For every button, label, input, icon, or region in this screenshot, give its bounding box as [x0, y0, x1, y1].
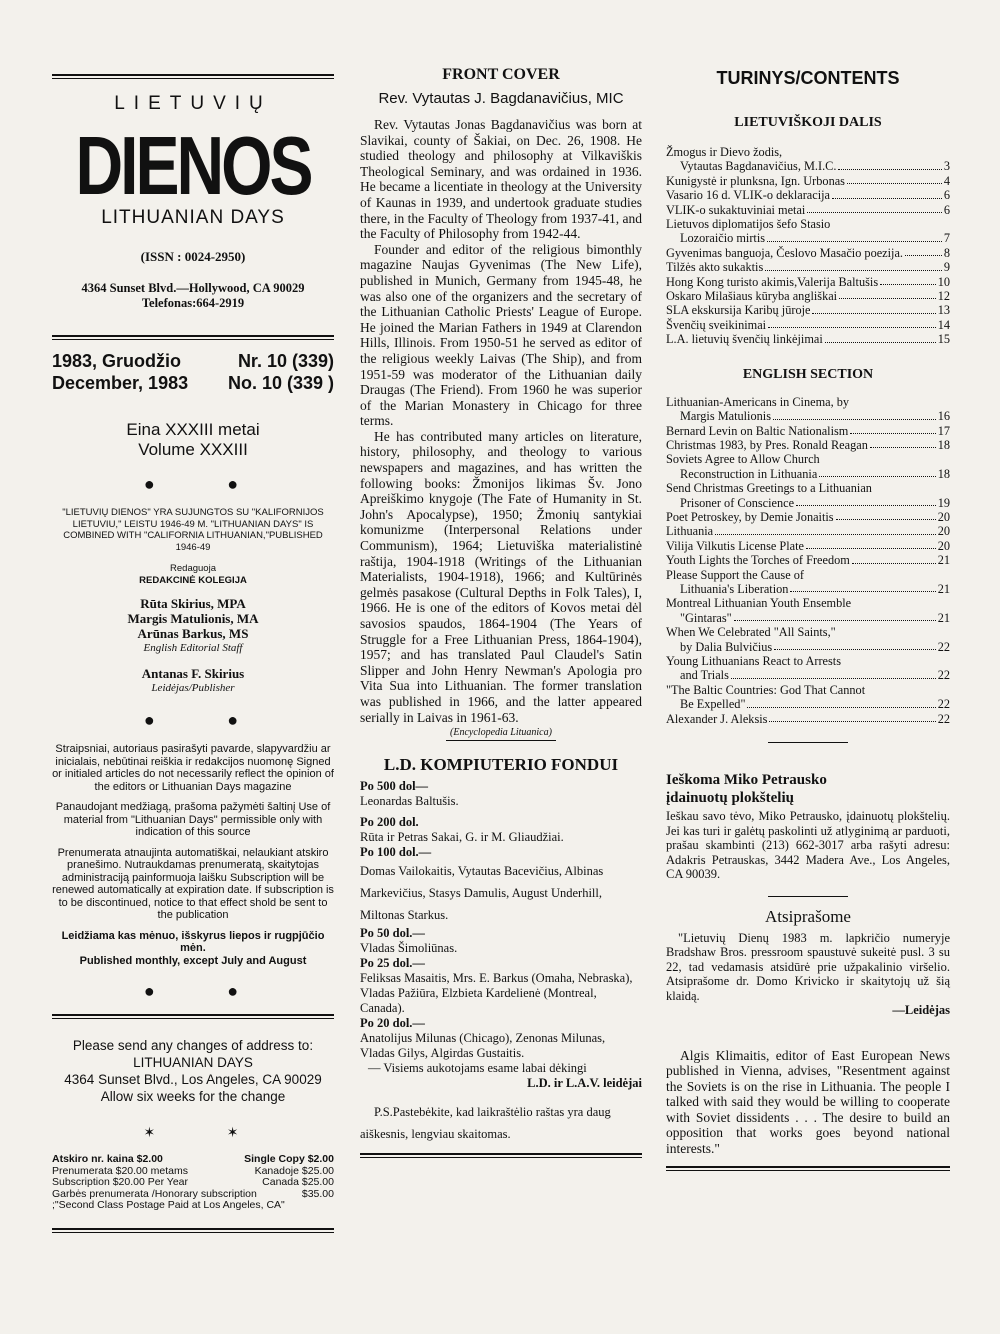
bio-paragraph: He has contributed many articles on literature, history, philosophy, and theology to various newspapers and magazines, and has written the following books: Žmonijos likimas Šv. Jono Apreiškimo knygoje (The Fate of Humanity in St. John's Apocalypse), 1950; Žmonių santykiai komunizme (Interpersonal Relations under Communism), 1964; Lietuviška materialistinė raštija, 1904-1918 (Writings of the Lithuanian Materialists, 1904-1918), 1966; and Kultūrinės gelmės pasakose (Cultural Depths in Folk Tales), I, 1966. He is one of the editors of Kovos metai dėl savosios spaudos, 1864-1904 (The Years of Struggle for a Free Lithuanian Press, 1864-1904), 1957; and has translated Paul Claudel's Satin Slipper and John Henry Newman's Apologia pro Vita Sua into Lithuanian. The former translation was published in 1966, and the latter appeared serially in Laivas in 1961-63. [360, 428, 642, 725]
toc-entry-title: When We Celebrated "All Saints," [666, 625, 836, 640]
bottom-rule [360, 1153, 642, 1158]
masthead-column [52, 60, 334, 1233]
toc-leader [880, 275, 936, 285]
toc-entry-title: Reconstruction in Lithuania [680, 466, 818, 481]
toc-entry [666, 712, 950, 726]
renewal-note: Prenumerata atnaujinta automatiškai, nelaukiant atskiro pranešimo. Nutraukdamas prenumeratą, skaitytojas administraciją painformuoja laišku Subscription will be renewed automatically at expiration date. If subscription is to be discontinued, notice to that effect shold be sent to the publication [52, 846, 334, 921]
fund-title: L.D. KOMPIUTERIO FONDUI [383, 755, 619, 775]
toc-entry [666, 611, 950, 625]
toc-entry [666, 260, 950, 274]
toc-entry-title: Vytautas Bagdanavičius, M.I.C. [680, 159, 837, 174]
toc-entry-title: Hong Kong turisto akimis,Valerija Baltušis [666, 274, 879, 289]
toc-entry-page: 22 [937, 639, 950, 654]
toc-entry [666, 332, 950, 346]
price-row: Garbės prenumerata /Honorary subscription $35.00 [52, 1187, 334, 1200]
ad-title: Ieškoma Miko Petrausko įdainuotų plokštelių [666, 772, 827, 807]
toc-entry-page: 8 [943, 245, 950, 260]
divider-dots: ● ● [143, 710, 273, 730]
toc-entry-page: 18 [937, 437, 950, 452]
fund-ps: P.S.Pastebėkite, kad laikraštėlio raštas yra daug aiškesnis, lengviau skaitomas. [360, 1105, 611, 1142]
issue-en: December, 1983 No. 10 (339 ) [52, 373, 334, 393]
toc-entry-title: Poet Petroskey, by Demie Jonaitis [666, 509, 834, 524]
bio-paragraph: Rev. Vytautas Jonas Bagdanavičius was born at Slavikai, county of Šakiai, on Dec. 26, 1908. He studied theology and philosophy at Vilkaviškis Theological Seminary, and was ordained in 1936. He became a licentiate in theology at the University of Kaunas in 1939, and undertook graduate studies there, in the Faculty of Theology from 1937-41, and the Faculty of Philosophy from 1942-44. [360, 117, 642, 242]
toc-lithuanian [666, 145, 950, 347]
toc-entry-title: Oskaro Milašiaus kūryba angliškai [666, 289, 838, 304]
publisher-address: 4364 Sunset Blvd.—Hollywood, CA 90029 Telefonas:664-2919 [81, 281, 305, 310]
front-cover-subtitle: Rev. Vytautas J. Bagdanavičius, MIC [378, 90, 624, 107]
top-rule [52, 74, 334, 79]
toc-entry-page: 6 [943, 188, 950, 203]
toc-leader [774, 640, 935, 650]
publisher: Antanas F. Skirius Leidėjas/Publisher [141, 666, 245, 694]
toc-leader [870, 438, 936, 448]
editorial-board: REDAKCINĖ KOLEGIJA [139, 574, 247, 586]
toc-entry-page: 15 [937, 332, 950, 347]
toc-leader [731, 668, 936, 678]
english-section-heading: ENGLISH SECTION [742, 366, 874, 382]
toc-entry-page: 20 [937, 524, 950, 539]
prices [52, 1154, 334, 1212]
toc-leader [819, 467, 935, 477]
toc-leader [825, 332, 936, 342]
toc-entry [666, 668, 950, 682]
toc-leader [765, 260, 942, 270]
toc-entry-title: Be Expelled" [680, 697, 746, 712]
toc-entry [666, 481, 950, 495]
toc-entry [666, 395, 950, 409]
toc-entry [666, 640, 950, 654]
redaguoja: Redaguoja [170, 563, 216, 574]
toc-entry [666, 145, 950, 159]
toc-entry [666, 275, 950, 289]
toc-leader [905, 246, 942, 256]
fund-list [360, 779, 642, 1145]
monthly-note: Leidžiama kas mėnuo, išskyrus liepos ir rugpjūčio mėn. Published monthly, except July and August [61, 929, 325, 967]
contents-column [666, 60, 950, 1171]
volume: Eina XXXIII metai Volume XXXIII [126, 420, 260, 459]
toc-entry-title: Lithuanian-Americans in Cinema, by [666, 394, 850, 409]
toc-entry [666, 217, 950, 231]
toc-leader [836, 510, 936, 520]
toc-entry-title: Bernard Levin on Baltic Nationalism [666, 423, 849, 438]
toc-entry [666, 510, 950, 524]
toc-leader [812, 303, 935, 313]
toc-entry-title: L.A. lietuvių švenčių linkėjimai [666, 332, 823, 347]
apology-text: "Lietuvių Dienų 1983 m. lapkričio numeryje Bradshaw Bros. pressroom spaustuvė sukeitė pusl. 3 su 22, tad vedamasis atsidūrė prie užpakalinio viršelio. Atsiprašome dr. Domo Krivicko ir skaitytojų už šią klaidą. [666, 930, 950, 1003]
toc-entry-page: 19 [937, 495, 950, 510]
toc-entry [666, 409, 950, 423]
toc-entry [666, 203, 950, 217]
ad-text: Ieškau savo tėvo, Miko Petrausko, įdainuotų plokštelių. Jei kas turi ir galėtų paskolinti už atlyginimą ar parduoti, prašau skambinti (213) 662-3017 arba rašyti adresu: Adakris Petrauskas, 3442 Madera Ave., Los Angeles, CA 90039. [666, 809, 950, 882]
address-rule [52, 1014, 334, 1019]
toc-entry-page: 22 [937, 697, 950, 712]
toc-leader [768, 318, 936, 328]
bottom-rule [52, 1228, 334, 1233]
material-note: Panaudojant medžiagą, prašoma pažymėti šaltinį Use of material from "Lithuanian Days" permissible only with indication of this source [55, 801, 331, 838]
star-divider: ✶ ✶ [143, 1126, 273, 1141]
toc-leader [807, 203, 942, 213]
bio-paragraph: Founder and editor of the religious bimonthly magazine Naujas Gyvenimas (The New Life), published in Munich, Germany from 1945-48, he was also one of the organizers and the secretary of the Lithuanian Catholic Priests' League of Europe. He joined the Marian Fathers in 1949 at Clarendon Hills, Illinois. From 1950-51 he served as editor of the religious weekly Laivas (The Ship), and from 1951-59 was moderator of the Lithuanian daily Draugas (The Friend). From 1960 he was superior of the Marian Monastery in Chicago for three terms. [360, 241, 642, 429]
klimaitis-quote: Algis Klimaitis, editor of East European News published in Vienna, advises, "Resentment against the Soviets is on the rise in Lithuania. The people I talked with said they would be willing to cooperate with Soviet dissidents . . . The desire to build an opposition that works goes beyond national interests." [666, 1047, 950, 1156]
toc-entry [666, 553, 950, 567]
apology-signature: —Leidėjas [892, 1003, 950, 1018]
issue-rule [52, 335, 334, 340]
divider-dots: ● ● [143, 474, 273, 494]
fund-thanks: — Visiems aukotojams esame labai dėkingi [368, 1061, 587, 1076]
masthead-title: DIENOS [75, 118, 311, 212]
toc-entry [666, 159, 950, 173]
toc-leader [838, 159, 941, 169]
toc-entry [666, 697, 950, 711]
fund-group: Po 100 dol.— Domas Vailokaitis, Vytautas Bacevičius, Albinas Markevičius, Stasys Damulis, August Underhill, Miltonas Starkus. [360, 845, 604, 923]
toc-leader [796, 496, 936, 506]
toc-entry-title: and Trials [680, 668, 729, 683]
toc-leader [850, 424, 935, 434]
toc-entry [666, 438, 950, 452]
issue-lt: 1983, Gruodžio Nr. 10 (339) [52, 351, 334, 371]
toc-entry-title: Vilija Vilkutis License Plate [666, 538, 804, 553]
toc-entry-page: 21 [937, 610, 950, 625]
toc-entry [666, 496, 950, 510]
toc-entry-title: Prisoner of Conscience [680, 495, 795, 510]
toc-entry-page: 20 [937, 509, 950, 524]
front-cover-title: FRONT COVER [442, 66, 560, 83]
toc-leader [847, 174, 942, 184]
toc-entry-page: 7 [943, 231, 950, 246]
divider [768, 742, 848, 743]
change-of-address: Please send any changes of address to: LITHUANIAN DAYS 4364 Sunset Blvd., Los Angeles, CA 90029 Allow six weeks for the change [64, 1038, 322, 1104]
toc-entry-page: 18 [937, 466, 950, 481]
toc-entry [666, 596, 950, 610]
toc-entry-title: by Dalia Bulvičius [680, 639, 773, 654]
toc-leader [767, 231, 942, 241]
toc-entry-title: Gyvenimas banguoja, Česlovo Masačio poezija. [666, 245, 903, 260]
toc-entry [666, 625, 950, 639]
toc-entry-page: 21 [937, 553, 950, 568]
toc-entry-title: Lithuania [666, 524, 714, 539]
toc-entry-page: 12 [937, 289, 950, 304]
toc-leader [790, 582, 935, 592]
toc-entry-page: 22 [937, 668, 950, 683]
price-row: Prenumerata $20.00 metams Kanadoje $25.00 [52, 1164, 334, 1177]
issn: (ISSN : 0024-2950) [140, 249, 246, 264]
toc-entry [666, 318, 950, 332]
combined-note: "LIETUVIŲ DIENOS" YRA SUJUNGTOS SU "KALIFORNIJOS LIETUVIU," LEISTU 1946-49 M. "LITHUANIAN DAYS" IS COMBINED WITH "CALIFORNIA LITHUANIAN,"PUBLISHED 1946-49 [62, 507, 324, 553]
toc-leader [747, 697, 935, 707]
toc-entry [666, 654, 950, 668]
toc-entry-title: Kunigystė ir plunksna, Ign. Urbonas [666, 173, 845, 188]
toc-entry [666, 174, 950, 188]
fund-group: Po 500 dol— Leonardas Baltušis. [360, 779, 459, 809]
price-row: Atskiro nr. kaina $2.00 Single Copy $2.00 [52, 1153, 334, 1165]
price-row: Subscription $20.00 Per Year Canada $25.00 [52, 1176, 334, 1188]
toc-leader [832, 188, 942, 198]
toc-entry-page: 16 [937, 409, 950, 424]
toc-entry-title: Lietuvos diplomatijos šefo Stasio [666, 217, 831, 232]
toc-entry [666, 231, 950, 245]
apology-title: Atsiprašome [765, 906, 851, 926]
toc-leader [839, 289, 936, 299]
divider [768, 896, 848, 897]
toc-entry [666, 683, 950, 697]
toc-entry-title: Tilžės akto sukaktis [666, 260, 764, 275]
front-cover-column [360, 60, 642, 1158]
toc-entry [666, 467, 950, 481]
toc-entry-page: 17 [937, 423, 950, 438]
toc-entry [666, 539, 950, 553]
toc-leader [773, 409, 936, 419]
toc-entry [666, 424, 950, 438]
toc-entry [666, 452, 950, 466]
masthead-subtitle: LITHUANIAN DAYS [101, 207, 285, 228]
toc-entry-page: 20 [937, 538, 950, 553]
toc-leader [852, 553, 936, 563]
fund-group: Po 50 dol.— Vladas Šimoliūnas. [360, 926, 458, 956]
fund-group: Po 20 dol.— Anatolijus Milunas (Chicago), Zenonas Milunas, Vladas Gilys, Algirdas Gustaitis. [360, 1016, 606, 1061]
toc-entry-page: 22 [937, 711, 950, 726]
toc-entry [666, 246, 950, 260]
toc-entry-title: SLA ekskursija Karibų jūroje [666, 303, 811, 318]
toc-leader [769, 712, 935, 722]
toc-entry-title: "The Baltic Countries: God That Cannot [666, 682, 866, 697]
toc-entry-title: Švenčių sveikinimai [666, 317, 767, 332]
fund-group: Po 25 dol.— Feliksas Masaitis, Mrs. E. Barkus (Omaha, Nebraska), Vladas Pažiūra, Elzbieta Kardelienė (Montreal, Canada). [360, 956, 633, 1016]
toc-entry-page: 10 [937, 274, 950, 289]
toc-entry-page: 14 [937, 317, 950, 332]
toc-entry-title: Vasario 16 d. VLIK-o deklaracija [666, 188, 831, 203]
toc-entry-title: Soviets Agree to Allow Church [666, 452, 820, 467]
toc-leader [806, 539, 936, 549]
lithuanian-section-heading: LIETUVIŠKOJI DALIS [734, 115, 882, 130]
toc-entry-title: VLIK-o sukaktuviniai metai [666, 202, 806, 217]
toc-entry-title: Youth Lights the Torches of Freedom [666, 553, 850, 568]
toc-entry-page: 4 [943, 173, 950, 188]
toc-entry [666, 524, 950, 538]
toc-entry-title: Christmas 1983, by Pres. Ronald Reagan [666, 437, 868, 452]
toc-leader [715, 524, 936, 534]
toc-entry [666, 289, 950, 303]
toc-entry-title: Margis Matulionis [680, 409, 771, 424]
toc-english [666, 395, 950, 726]
fund-signature: L.D. ir L.A.V. leidėjai [527, 1076, 642, 1091]
fund-group: Po 200 dol. Rūta ir Petras Sakai, G. ir M. Gliaudžiai. [360, 815, 564, 845]
signed-note: Straipsniai, autoriaus pasirašyti pavarde, slapyvardžiu ar inicialais, nebūtinai reiškia ir redakcijos nuomonę Signed or initialed articles do not necessarily reflect the opinion of the editors or Lithuanian Days magazine [52, 743, 334, 793]
toc-entry-page: 3 [943, 159, 950, 174]
price-row: ;"Second Class Postage Paid at Los Angeles, CA" [52, 1199, 285, 1211]
toc-entry-page: 21 [937, 581, 950, 596]
toc-entry [666, 303, 950, 317]
toc-entry [666, 188, 950, 202]
toc-entry-title: Alexander J. Aleksis [666, 711, 768, 726]
toc-entry-page: 6 [943, 202, 950, 217]
toc-entry-title: Send Christmas Greetings to a Lithuanian [666, 481, 872, 496]
bottom-rule [666, 1166, 950, 1171]
toc-entry-title: "Gintaras" [680, 610, 732, 625]
toc-entry-title: Montreal Lithuanian Youth Ensemble [666, 596, 852, 611]
masthead-lietuviu: LIETUVIŲ [114, 93, 272, 114]
toc-entry-title: Please Support the Cause of [666, 567, 804, 582]
contents-title: TURINYS/CONTENTS [716, 68, 900, 88]
toc-leader [734, 611, 936, 621]
toc-entry [666, 568, 950, 582]
toc-entry-title: Lithuania's Liberation [680, 581, 789, 596]
toc-entry-page: 13 [937, 303, 950, 318]
toc-entry-title: Žmogus ir Dievo žodis, [666, 145, 783, 159]
editor-names: Rūta Skirius, MPA Margis Matulionis, MA Arūnas Barkus, MS English Editorial Staff [127, 596, 259, 654]
toc-entry-page: 9 [943, 260, 950, 275]
toc-entry [666, 582, 950, 596]
source-citation: (Encyclopedia Lituanica) [450, 727, 552, 739]
toc-entry-title: Lozoraičio mirtis [680, 231, 766, 246]
divider [446, 740, 556, 741]
toc-entry-title: Young Lithuanians React to Arrests [666, 654, 841, 668]
divider-dots: ● ● [143, 981, 273, 1001]
